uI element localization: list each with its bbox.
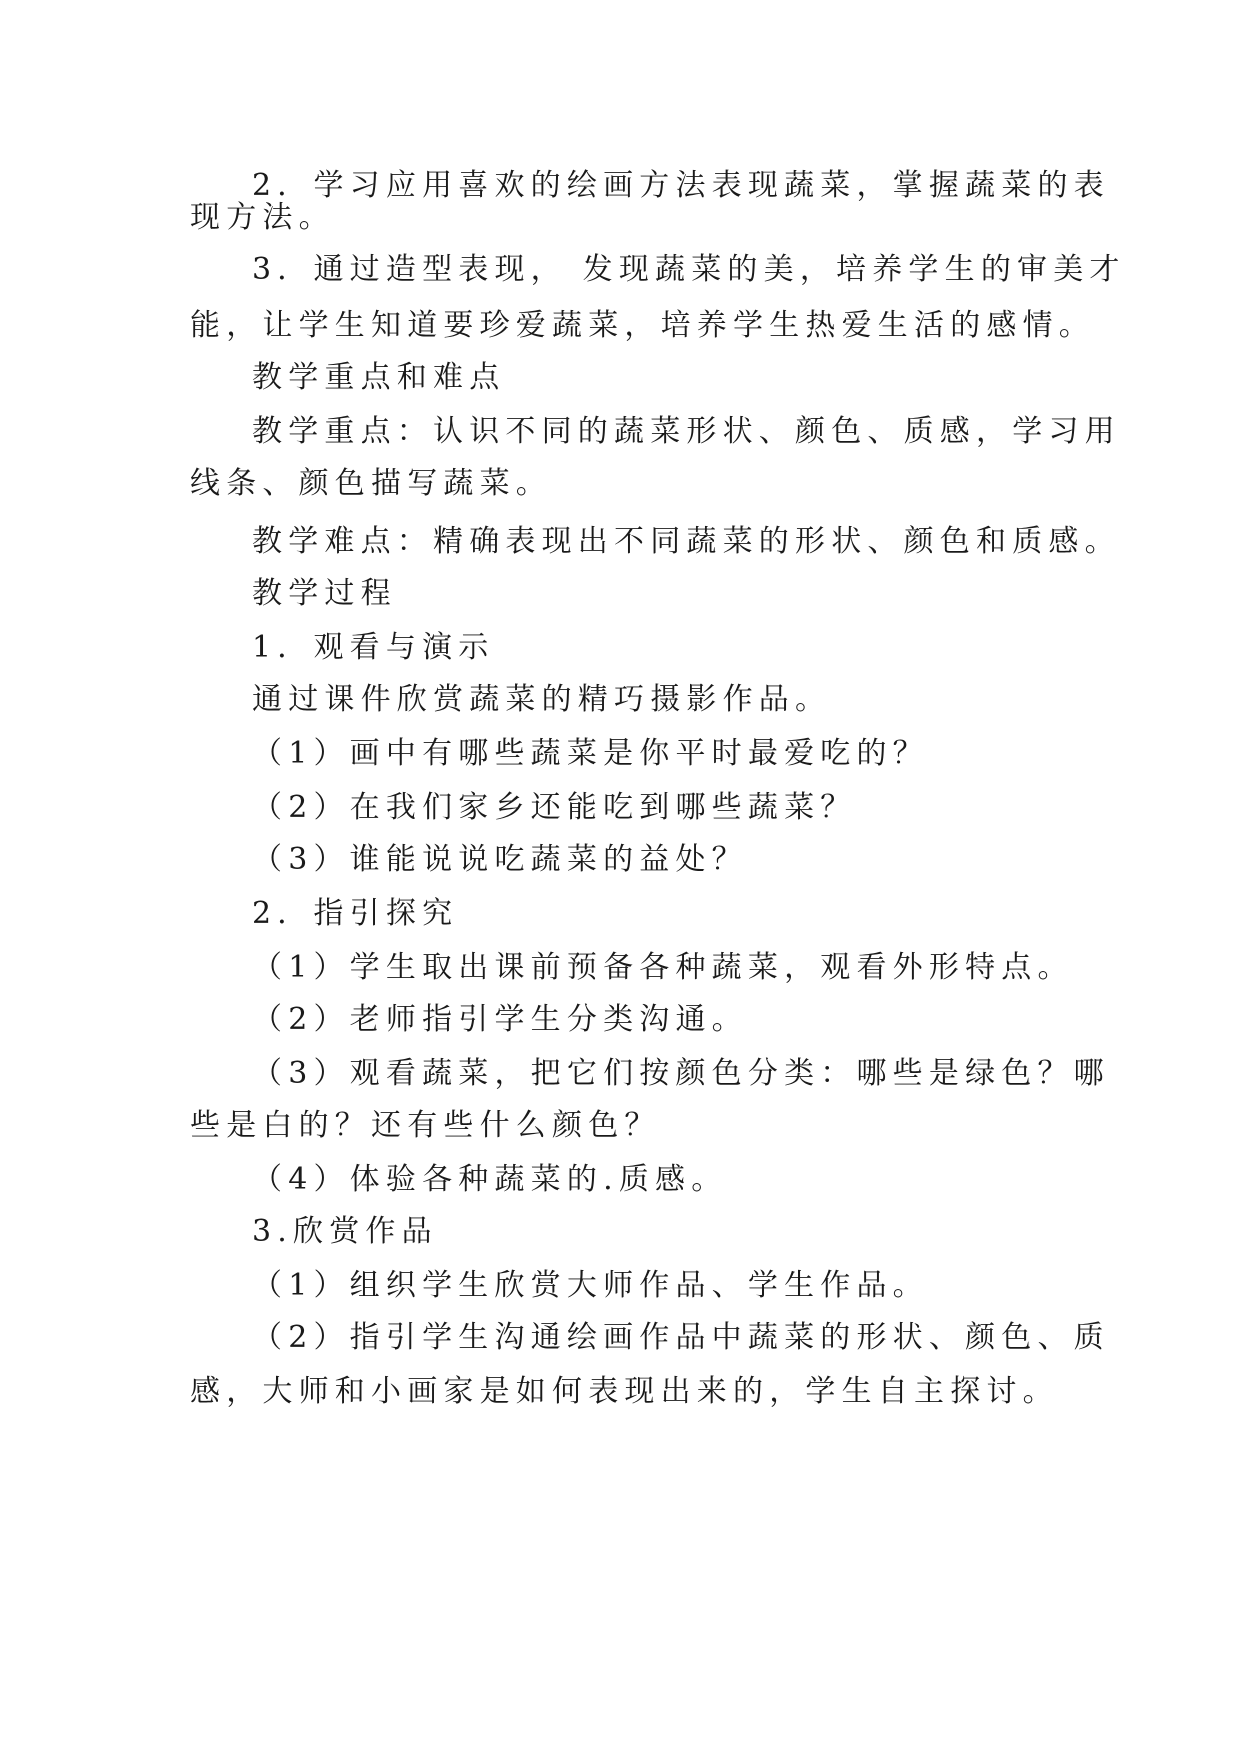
paragraph-line: 2．学习应用喜欢的绘画方法表现蔬菜，掌握蔬菜的表	[252, 168, 1110, 203]
paragraph-line: 教学重点：认识不同的蔬菜形状、颜色、质感，学习用	[252, 414, 1121, 449]
list-item-continued: 些是白的？还有些什么颜色？	[190, 1108, 661, 1143]
list-item: （1）画中有哪些蔬菜是你平时最爱吃的？	[252, 736, 929, 771]
list-item: （1）学生取出课前预备各种蔬菜，观看外形特点。	[252, 950, 1074, 985]
paragraph-line: 通过课件欣赏蔬菜的精巧摄影作品。	[252, 682, 832, 717]
sub-heading: 2．指引探究	[252, 896, 459, 931]
section-heading: 教学过程	[252, 576, 397, 611]
paragraph-line: 能，让学生知道要珍爱蔬菜，培养学生热爱生活的感情。	[190, 308, 1095, 343]
list-item: （1）组织学生欣赏大师作品、学生作品。	[252, 1268, 929, 1303]
list-item: （2）在我们家乡还能吃到哪些蔬菜？	[252, 790, 857, 825]
paragraph-line: 现方法。	[190, 200, 335, 235]
section-heading: 教学重点和难点	[252, 360, 506, 395]
list-item: （2）老师指引学生分类沟通。	[252, 1002, 748, 1037]
sub-heading: 1．观看与演示	[252, 630, 495, 665]
list-item: （3）谁能说说吃蔬菜的益处？	[252, 842, 748, 877]
list-item: （4）体验各种蔬菜的.质感。	[252, 1162, 728, 1197]
list-item: （3）观看蔬菜，把它们按颜色分类：哪些是绿色？哪	[252, 1056, 1110, 1091]
sub-heading: 3.欣赏作品	[252, 1214, 438, 1249]
paragraph-line: 3．通过造型表现， 发现蔬菜的美，培养学生的审美才	[252, 252, 1126, 287]
list-item-continued: 感，大师和小画家是如何表现出来的，学生自主探讨。	[190, 1374, 1059, 1409]
list-item: （2）指引学生沟通绘画作品中蔬菜的形状、颜色、质	[252, 1320, 1110, 1355]
paragraph-line: 教学难点：精确表现出不同蔬菜的形状、颜色和质感。	[252, 524, 1121, 559]
paragraph-line: 线条、颜色描写蔬菜。	[190, 466, 552, 501]
